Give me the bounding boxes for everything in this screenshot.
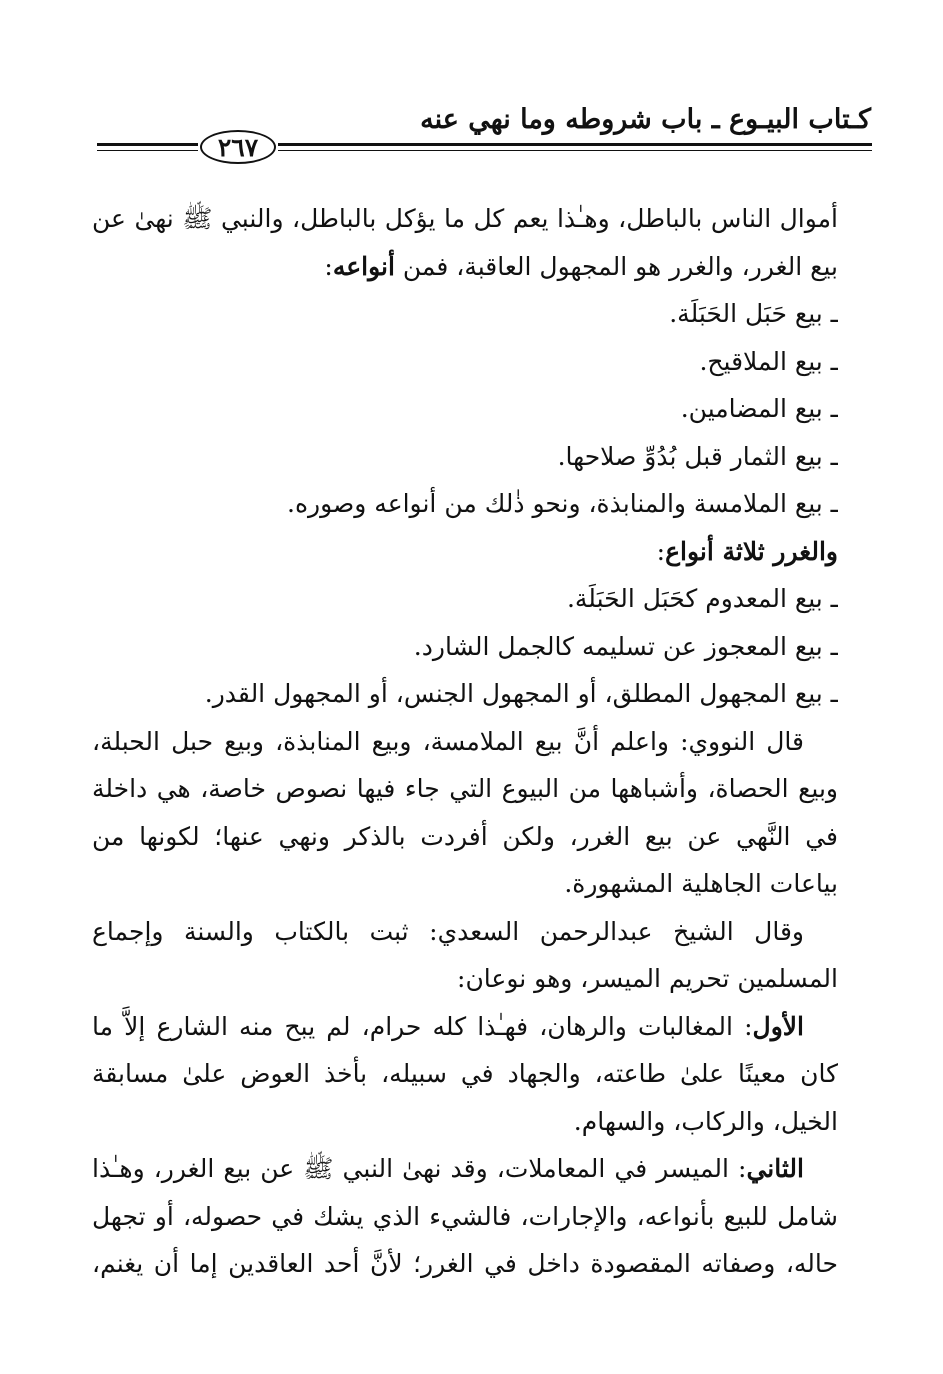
line-text: حاله، وصفاته المقصودة داخل في الغرر؛ لأنَّ أحد العاقدين إما أن يغنم، xyxy=(92,1249,838,1278)
line-text: وبيع الحصاة، وأشباهها من البيوع التي جاء فيها نصوص خاصة، هي داخلة xyxy=(92,774,838,803)
text-line xyxy=(92,765,838,813)
line-text: قال النووي: واعلم أنَّ بيع الملامسة، وبيع المنابذة، وبيع حبل الحبلة، xyxy=(92,726,804,756)
line-text: ـ بيع المعدوم كحَبَل الحَبَلَة. xyxy=(566,584,838,613)
line-text: ـ بيع الثمار قبل بُدُوِّ صلاحها. xyxy=(557,441,838,471)
text-line xyxy=(92,670,838,718)
page-number: ٢٦٧ xyxy=(217,132,259,162)
text-line xyxy=(92,575,838,623)
text-line xyxy=(92,955,838,1003)
page-body-text xyxy=(92,195,838,1288)
line-text: ـ بيع الملاقيح. xyxy=(699,346,838,376)
text-line xyxy=(92,480,838,528)
page-number-oval xyxy=(200,130,276,164)
running-title: كـتاب البيـوع ـ باب شروطه وما نهي عنه xyxy=(420,104,871,135)
line-text: الخيل، والركاب، والسهام. xyxy=(573,1106,838,1136)
line-text-after: : المغالبات والرهان، فهـٰذا كله حرام، لم يبح منه الشارع إلاَّ ما xyxy=(92,1011,753,1041)
text-line xyxy=(92,718,838,766)
text-line xyxy=(92,433,838,481)
text-line xyxy=(92,1145,838,1193)
text-line xyxy=(92,290,838,338)
bold-term: والغرر ثلاثة أنواع xyxy=(665,536,838,566)
header-rule-left-thin xyxy=(97,150,198,151)
header-rule-right-thin xyxy=(278,150,872,151)
header-rule-right xyxy=(278,143,872,146)
line-text-after: : الميسر في المعاملات، وقد نهىٰ النبي ﷺ عن بيع الغرر، وهـٰذا xyxy=(92,1154,747,1183)
line-text: وقال الشيخ عبدالرحمن السعدي: ثبت بالكتاب والسنة وإجماع xyxy=(92,916,804,946)
text-line xyxy=(92,338,838,386)
text-line xyxy=(92,1240,838,1288)
line-text: المسلمين تحريم الميسر، وهو نوعان: xyxy=(457,964,838,993)
line-text: ـ بيع حَبَل الحَبَلَة. xyxy=(669,299,838,328)
line-text: في النَّهي عن بيع الغرر، ولكن أفردت بالذكر ونهي عنها؛ لكونها من xyxy=(92,821,838,851)
text-line xyxy=(92,1098,838,1146)
line-text: ـ بيع المعجوز عن تسليمه كالجمل الشارد. xyxy=(413,631,838,661)
text-line xyxy=(92,1050,838,1098)
line-text: ـ بيع الملامسة والمنابذة، ونحو ذٰلك من أنواعه وصوره. xyxy=(287,489,838,518)
line-text: ـ بيع المجهول المطلق، أو المجهول الجنس، أو المجهول القدر. xyxy=(204,679,838,708)
header-rule-left xyxy=(97,143,198,146)
text-line xyxy=(92,813,838,861)
line-text: بياعات الجاهلية المشهورة. xyxy=(564,869,838,898)
text-line xyxy=(92,1193,838,1241)
bold-term: أنواعه xyxy=(332,251,395,281)
line-text: أموال الناس بالباطل، وهـٰذا يعم كل ما يؤكل بالباطل، والنبي ﷺ نهىٰ عن xyxy=(92,204,838,233)
text-line xyxy=(92,908,838,956)
text-line xyxy=(92,195,838,243)
text-line xyxy=(92,623,838,671)
text-line xyxy=(92,1003,838,1051)
line-text-after: : xyxy=(324,251,333,281)
bold-term: الثاني xyxy=(746,1154,804,1183)
text-line xyxy=(92,243,838,291)
line-text: شامل للبيع بأنواعه، والإجارات، فالشيء الذي يشك في حصوله، أو تجهل xyxy=(92,1201,838,1231)
text-line xyxy=(92,528,838,576)
text-line xyxy=(92,385,838,433)
line-text-after: : xyxy=(656,536,666,566)
line-text: بيع الغرر، والغرر هو المجهول العاقبة، فمن xyxy=(394,251,838,281)
text-line xyxy=(92,860,838,908)
bold-term: الأول xyxy=(752,1011,804,1041)
line-text: كان معينًا علىٰ طاعته، والجهاد في سبيله، بأخذ العوض علىٰ مسابقة xyxy=(92,1059,838,1088)
line-text: ـ بيع المضامين. xyxy=(680,394,838,423)
